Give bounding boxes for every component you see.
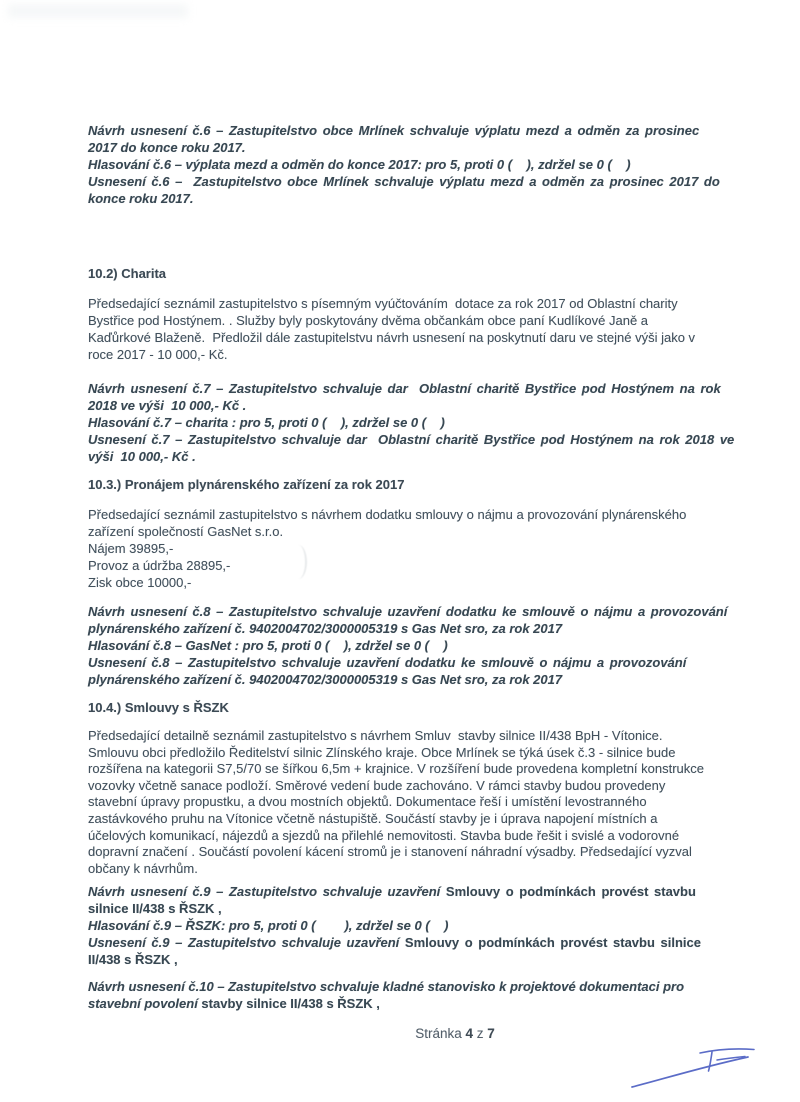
- signature-pen-mark: [608, 1040, 768, 1098]
- block-para-gasnet: [88, 506, 752, 591]
- text-line: konce roku 2017.: [88, 191, 194, 206]
- block-heading-10-4: 10.4.) Smlouvy s ŘSZK: [88, 700, 229, 715]
- text-line: stavební úpravy propustku, a dvou mostních objektů. Dokumentace řeší i umístění levostranného: [88, 794, 647, 810]
- text-line: Smlouvu obci předložilo Ředitelství silnic Zlínského kraje. Obce Mrlínek se týká úsek č.3 - silnice bude: [88, 744, 676, 760]
- text-line: zastávkového pruhu na Vítonice včetně nástupiště. Součástí stavby je i úprava napojení místních a: [88, 810, 658, 826]
- text-line: stavební povolení stavby silnice II/438 s ŘSZK ,: [88, 996, 380, 1012]
- text-line: občany k návrhům.: [88, 860, 198, 876]
- text-line: silnice II/438 s ŘSZK ,: [88, 901, 222, 917]
- text-line: Hlasování č.6 – výplata mezd a odměn do konce 2017: pro 5, proti 0 ( ), zdržel se 0 ( ): [88, 157, 631, 172]
- text-line: účelových komunikací, nájezdů a sjezdů na přilehlé nemovitosti. Stavba bude řešit i svislé a vodorovné: [88, 827, 680, 843]
- text-line: Usnesení č.6 – Zastupitelstvo obce Mrlínek schvaluje výplatu mezd a odměn za prosinec 2017 do: [88, 174, 720, 189]
- text-line: plynárenského zařízení č. 9402004702/3000005319 s Gas Net sro, za rok 2017: [88, 672, 563, 687]
- text-line: 2018 ve výši 10 000,- Kč .: [88, 398, 247, 413]
- text-line: Usnesení č.9 – Zastupitelstvo schvaluje uzavření Smlouvy o podmínkách provést stavbu silnice: [88, 935, 701, 951]
- text-line: Usnesení č.7 – Zastupitelstvo schvaluje dar Oblastní charitě Bystřice pod Hostýnem na rok 2018 ve: [88, 432, 735, 447]
- text-line: vozovky včetně sanace podloží. Směrové vedení bude zachováno. V rámci stavby budou provedeny: [88, 777, 666, 793]
- block-resolution-9: [88, 883, 752, 968]
- text-line: Předsedající seznámil zastupitelstvo s písemným vyúčtováním dotace za rok 2017 od Oblastní charity: [88, 296, 678, 311]
- text-line: roce 2017 - 10 000,- Kč.: [88, 347, 228, 362]
- text-line: Návrh usnesení č.8 – Zastupitelstvo schvaluje uzavření dodatku ke smlouvě o nájmu a provozování: [88, 604, 728, 619]
- scan-smudge: [8, 4, 188, 18]
- block-heading-10-2: 10.2) Charita: [88, 266, 167, 281]
- text-line: Hlasování č.8 – GasNet : pro 5, proti 0 ( ), zdržel se 0 ( ): [88, 638, 448, 653]
- footer-page-label: Stránka: [415, 1026, 466, 1041]
- block-resolution-7: [88, 380, 752, 465]
- text-line: Usnesení č.8 – Zastupitelstvo schvaluje uzavření dodatku ke smlouvě o nájmu a provozování: [88, 655, 687, 670]
- block-resolution-8: [88, 603, 752, 688]
- text-line: Návrh usnesení č.10 – Zastupitelstvo schvaluje kladné stanovisko k projektové dokumentaci pro: [88, 979, 685, 995]
- document-body: [88, 122, 752, 1012]
- text-line: Hlasování č.9 – ŘSZK: pro 5, proti 0 ( ), zdržel se 0 ( ): [88, 918, 449, 934]
- page-footer: [0, 1026, 800, 1041]
- text-line: Návrh usnesení č.7 – Zastupitelstvo schvaluje dar Oblastní charitě Bystřice pod Hostýnem na rok: [88, 381, 721, 396]
- text-line: rozšířena na kategorii S7,5/70 se šířkou 6,5m + krajnice. V rozšíření bude provedena kompletní konstrukce: [88, 761, 705, 777]
- text-line: zařízení společností GasNet s.r.o.: [88, 524, 284, 539]
- text-line: výši 10 000,- Kč .: [88, 449, 196, 464]
- text-line: Předsedající detailně seznámil zastupitelstvo s návrhem Smluv stavby silnice II/438 BpH - Vítonice.: [88, 728, 663, 743]
- text-line: Nájem 39895,-: [88, 541, 174, 556]
- block-para-rszk: [88, 728, 752, 877]
- text-line: Hlasování č.7 – charita : pro 5, proti 0 ( ), zdržel se 0 ( ): [88, 415, 445, 430]
- text-line: Kaďůrkové Blaženě. Předložil dále zastupitelstvu návrh usnesení na poskytnutí daru ve stejné výši jako v: [88, 330, 696, 345]
- block-heading-10-3: 10.3.) Pronájem plynárenského zařízení za rok 2017: [88, 477, 405, 492]
- text-line: 2017 do konce roku 2017.: [88, 140, 246, 155]
- text-line: Předsedající seznámil zastupitelstvo s návrhem dodatku smlouvy o nájmu a provozování plynárenského: [88, 507, 687, 522]
- footer-page-number: 4: [465, 1026, 473, 1041]
- text-line: II/438 s ŘSZK ,: [88, 952, 178, 968]
- text-line: dopravní značení . Součástí povolení kácení stromů je i stanovení náhradní výsadby. Předsedající vyzval: [88, 844, 692, 860]
- footer-separator: z: [473, 1026, 488, 1041]
- footer-total-pages: 7: [487, 1026, 495, 1041]
- block-resolution-10: [88, 978, 752, 1012]
- text-line: Provoz a údržba 28895,-: [88, 558, 231, 573]
- block-para-charita: [88, 295, 752, 363]
- text-line: Návrh usnesení č.6 – Zastupitelstvo obce Mrlínek schvaluje výplatu mezd a odměn za prosinec: [88, 123, 700, 138]
- text-line: Návrh usnesení č.9 – Zastupitelstvo schvaluje uzavření Smlouvy o podmínkách provést stavbu: [88, 884, 696, 900]
- block-resolution-6: [88, 122, 752, 207]
- text-line: plynárenského zařízení č. 9402004702/3000005319 s Gas Net sro, za rok 2017: [88, 621, 563, 636]
- text-line: Zisk obce 10000,-: [88, 575, 192, 590]
- text-line: Bystřice pod Hostýnem. . Služby byly poskytovány dvěma občankám obce paní Kudlíkové Janě a: [88, 313, 649, 328]
